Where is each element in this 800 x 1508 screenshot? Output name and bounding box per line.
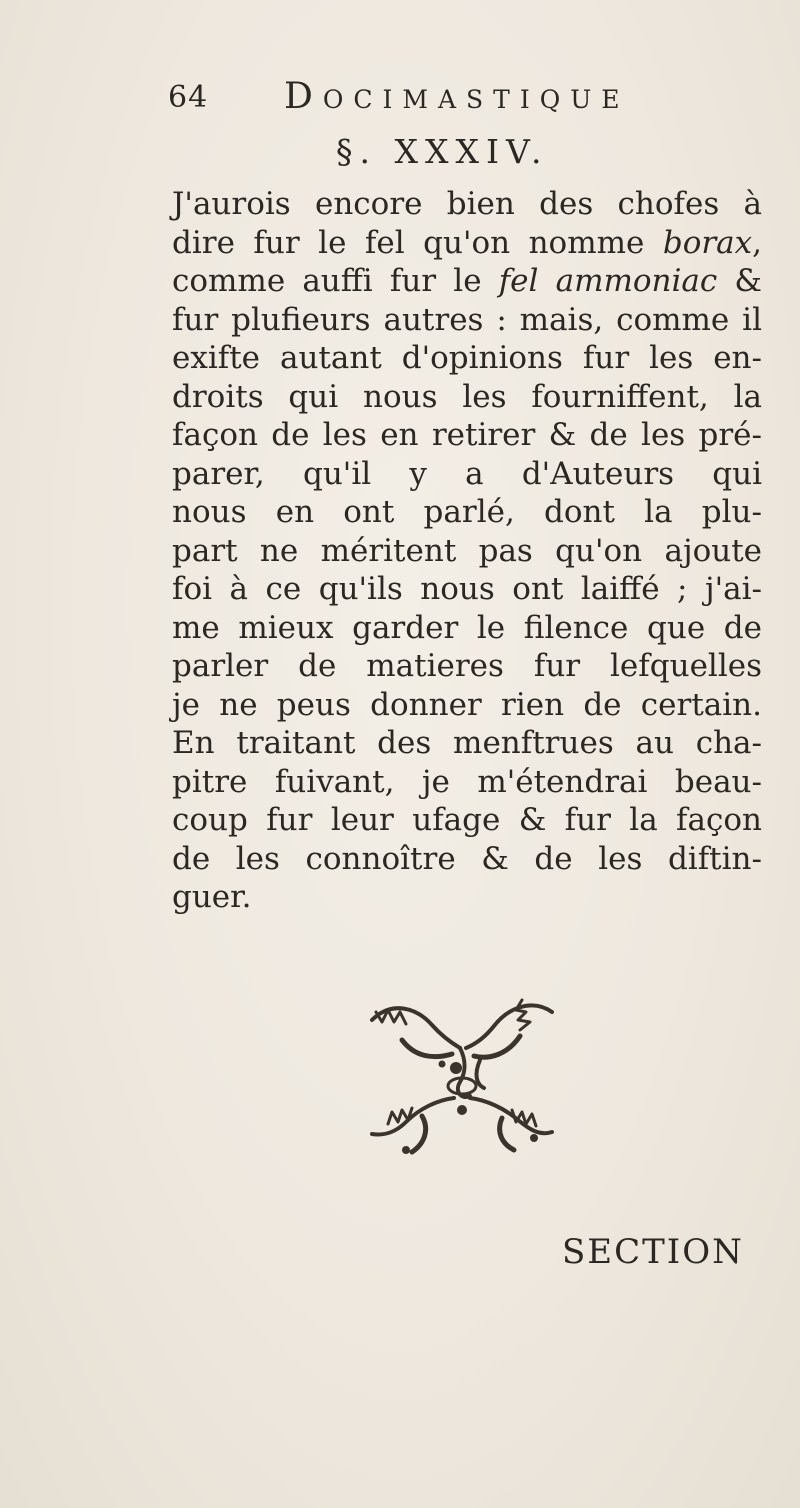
text-line: guer. <box>172 879 252 915</box>
text-line: façon de les en retirer & de les pré- <box>172 417 762 453</box>
text-line: J'aurois encore bien des chofes à <box>172 186 762 222</box>
text-line: me mieux garder le filence que de <box>172 609 762 646</box>
text-line: de les connoître & de les diftin- <box>172 840 762 877</box>
text-line: nous en ont parlé, dont la plu- <box>172 494 762 530</box>
text-line: part ne méritent pas qu'on ajoute <box>172 532 762 569</box>
text-line: parler de matieres fur lefquelles <box>172 648 762 684</box>
text-line: exifte autant d'opinions fur les en- <box>172 340 762 376</box>
running-head: Docimastique <box>284 76 630 117</box>
text-line: foi à ce qu'ils nous ont laiffé ; j'ai- <box>172 571 762 607</box>
text-line: comme auffi fur le fel ammoniac & <box>172 263 763 299</box>
text-line: parer, qu'il y a d'Auteurs qui <box>172 455 762 492</box>
text-line: En traitant des menftrues au cha- <box>172 725 762 761</box>
section-heading: §. XXXIV. <box>336 132 549 171</box>
text-line: fur plufieurs autres : mais, comme il <box>172 301 762 338</box>
text-line: coup fur leur ufage & fur la façon <box>172 802 762 838</box>
body-paragraph <box>172 185 762 917</box>
text-line: dire fur le fel qu'on nomme borax, <box>172 224 762 261</box>
text-line: je ne peus donner rien de certain. <box>172 686 762 723</box>
catchword: SECTION <box>562 1232 744 1272</box>
page-header <box>168 72 668 122</box>
fleuron-ornament-icon <box>362 990 562 1160</box>
text-line: droits qui nous les fourniffent, la <box>172 378 762 415</box>
text-line: pitre fuivant, je m'étendrai beau- <box>172 763 762 800</box>
page-number: 64 <box>168 80 209 115</box>
